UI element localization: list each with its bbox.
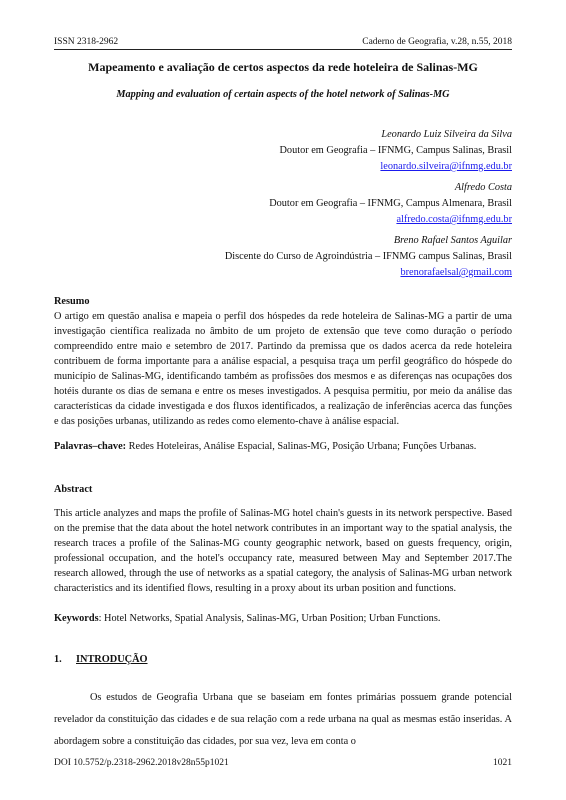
section-title: INTRODUÇÃO	[76, 654, 148, 665]
author-block	[269, 180, 512, 228]
resumo-text: O artigo em questão analisa e mapeia o perfil dos hóspedes da rede hoteleira de Salinas-MG a partir de uma investigação científica realizada no âmbito de um projeto de extensão que teve como duração o período compreendido entre maio e setembro de 2017. Partindo da premissa que os dados acerca da rede hoteleira contribuem de forma importante para a análise espacial, a pesquisa traça um perfil geográfico do hóspede do município de Salinas-MG, identificando também as profissões dos mesmos e as diferenças nas ocupações dos hotéis durante os dias de semana e entre os meses investigados. A pesquisa permitiu, por meio da análise das características da cidade investigada e dos fluxos identificados, a realização de inferências acerca das funções e das posições urbanas, utilizando as redes como elemento-chave à análise espacial.	[54, 311, 512, 427]
author-block	[225, 233, 512, 281]
author-affiliation: Doutor em Geografia – IFNMG, Campus Almenara, Brasil	[269, 198, 512, 209]
author-email-link[interactable]: leonardo.silveira@ifnmg.edu.br	[380, 161, 512, 172]
keywords-text: : Hotel Networks, Spatial Analysis, Salinas-MG, Urban Position; Urban Functions.	[98, 613, 441, 624]
author-affiliation: Discente do Curso de Agroindústria – IFNMG campus Salinas, Brasil	[224, 251, 512, 262]
author-name: Breno Rafael Santos Aguilar	[393, 235, 512, 246]
doi: DOI 10.5752/p.2318-2962.2018v28n55p1021	[54, 758, 229, 768]
resumo-heading: Resumo	[54, 296, 90, 307]
paper-title: Mapeamento e avaliação de certos aspectos da rede hoteleira de Salinas-MG	[88, 60, 478, 74]
abstract-heading: Abstract	[54, 484, 93, 495]
page-footer	[54, 758, 512, 768]
paper-subtitle: Mapping and evaluation of certain aspects of the hotel network of Salinas-MG	[116, 89, 450, 100]
intro-paragraph: Os estudos de Geografia Urbana que se baseiam em fontes primárias possuem grande potencial revelador da constituição das cidades e de sua relação com a rede urbana na qual as mesmas estão inseridas. A abordagem sobre a constituição das cidades, por sua vez, leva em conta o	[54, 692, 512, 747]
resumo-section	[54, 294, 512, 429]
section-number: 1.	[54, 654, 62, 665]
journal-info: Caderno de Geografia, v.28, n.55, 2018	[362, 37, 512, 47]
author-affiliation: Doutor em Geografia – IFNMG, Campus Salinas, Brasil	[279, 145, 512, 156]
section-heading	[54, 654, 148, 665]
running-header	[54, 37, 512, 47]
author-name: Alfredo Costa	[454, 182, 512, 193]
abstract-section	[54, 482, 512, 596]
abstract-text: This article analyzes and maps the profile of Salinas-MG hotel chain's guests in its network perspective. Based on the premise that the data about the hotel network contributes in an important way to the spatial analysis, the research traces a profile of the Salinas-MG county geographic network, based on guests frequency, origin, professional occupation, and the hotel's occupancy rate, measured between May and September 2017.The research allowed, through the use of networks as a spatial category, the analysis of Salinas-MG urban network characteristics and its identified flows, resulting in a proxy about its urban position and functions.	[54, 508, 512, 594]
header-rule	[54, 49, 512, 50]
palavras-chave-text: Redes Hoteleiras, Análise Espacial, Salinas-MG, Posição Urbana; Funções Urbanas.	[128, 441, 477, 452]
author-email-link[interactable]: brenorafaelsal@gmail.com	[400, 267, 512, 278]
keywords-label: Keywords	[54, 613, 99, 624]
keywords	[54, 611, 512, 626]
author-block	[279, 127, 512, 175]
author-name: Leonardo Luiz Silveira da Silva	[381, 129, 512, 140]
author-email-link[interactable]: alfredo.costa@ifnmg.edu.br	[396, 214, 512, 225]
palavras-chave	[54, 439, 512, 454]
page-number: 1021	[493, 758, 512, 768]
issn: ISSN 2318-2962	[54, 37, 119, 47]
palavras-chave-label: Palavras–chave:	[54, 441, 127, 452]
